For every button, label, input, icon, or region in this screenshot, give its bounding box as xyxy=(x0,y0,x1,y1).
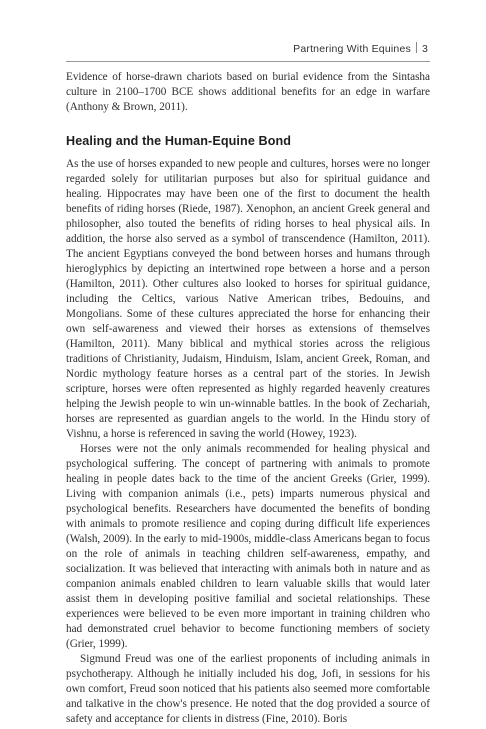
running-title: Partnering With Equines xyxy=(293,43,411,55)
header-rule xyxy=(66,61,430,62)
intro-paragraph: Evidence of horse-drawn chariots based on burial evidence from the Sintasha culture in 2100–1700 BCE shows additional benefits for an edge in warfare (Anthony & Brown, 2011). xyxy=(66,71,430,113)
body-text xyxy=(66,70,430,727)
paragraph-3: Sigmund Freud was one of the earliest proponents of including animals in psychotherapy. Although he initially included his dog, Jofi, in sessions for his own comfort, Freud soon noticed that his patients also seemed more comfortable and talkative in the chow's presence. He noted that the dog provided a source of safety and acceptance for clients in distress (Fine, 2010). Boris xyxy=(66,653,430,725)
paragraph-1: As the use of horses expanded to new people and cultures, horses were no longer regarded solely for utilitarian purposes but also for spiritual guidance and healing. Hippocrates may have been one of the first to document the health benefits of riding horses (Riede, 1987). Xenophon, an ancient Greek general and philosopher, also touted the benefits of riding horses to heal physical ails. In addition, the horse also served as a symbol of transcendence (Hamilton, 2011). The ancient Egyptians conveyed the bond between horses and humans through hieroglyphics by depicting an intertwined rope between a horse and a person (Hamilton, 2011). Other cultures also looked to horses for spiritual guidance, including the Celtics, various Native American tribes, Bedouins, and Mongolians. Some of these cultures appreciated the horse for enhancing their own self-awareness and viewed their horses as extensions of themselves (Hamilton, 2011). Many biblical and mythical stories across the religious traditions of Christianity, Judaism, Hinduism, Islam, ancient Greek, Roman, and Nordic mythology feature horses as a central part of the stories. In Jewish scripture, horses were often represented as highly regarded heavenly creatures helping the Jewish people to win un-winnable battles. In the book of Zechariah, horses are represented as guardian angels to the world. In the Hindu story of Vishnu, a horse is referenced in saving the world (Howey, 1923). xyxy=(66,158,430,440)
header-separator xyxy=(416,42,417,53)
section-heading: Healing and the Human-Equine Bond xyxy=(66,134,292,148)
page-number: 3 xyxy=(421,43,428,55)
running-head xyxy=(293,42,428,55)
paragraph-2: Horses were not the only animals recommended for healing physical and psychological suffering. The concept of partnering with animals to promote healing in people dates back to the time of the ancient Greeks (Grier, 1999). Living with companion animals (i.e., pets) imparts numerous physical and psychological benefits. Researchers have documented the benefits of bonding with animals to promote resilience and coping during difficult life experiences (Walsh, 2009). In the early to mid-1900s, middle-class Americans began to focus on the role of animals in teaching children self-awareness, empathy, and socialization. It was believed that interacting with animals both in nature and as companion animals enabled children to learn valuable skills that would later assist them in developing positive familial and societal relationships. These experiences were believed to be even more important in training children who had demonstrated cruel behavior to become functioning members of society (Grier, 1999). xyxy=(66,443,430,650)
